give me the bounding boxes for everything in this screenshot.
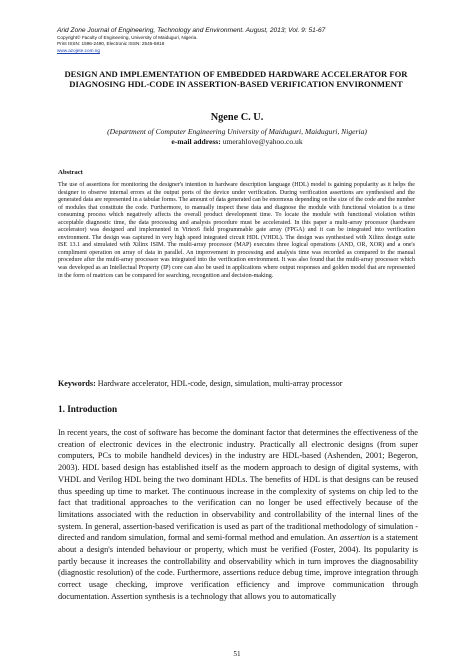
keywords-line — [58, 379, 418, 388]
page-number: 51 — [233, 650, 241, 658]
intro-text-part2: is a statement about a design's intended behaviour or property, which must be verified (Foster, 2004). Its popularity is partly because it increases the controllability and observability which in turn improves the diagnosability (diagnostic resolution) of the code. Furthermore, assertions reduce debug time, improve integration through correct usage checking, improve verification efficiency and improve communication through documentation. Assertion synthesis is a technology that allows you to automatically — [58, 533, 418, 601]
author-email — [0, 137, 474, 146]
paper-title: DESIGN AND IMPLEMENTATION OF EMBEDDED HARDWARE ACCELERATOR FOR DIAGNOSING HDL-CODE IN ASSERTION-BASED VERIFICATION ENVIRONMENT — [64, 69, 408, 90]
issn-line: Print ISSN: 1596-2490, Electronic ISSN: 2545-5818 — [57, 41, 165, 47]
abstract-heading: Abstract — [58, 169, 83, 176]
keywords-text: Hardware accelerator, HDL-code, design, simulation, multi-array processor — [97, 379, 343, 388]
copyright-line: Copyright© Faculty of Engineering, University of Maiduguri, Nigeria. — [57, 35, 198, 41]
abstract-body: The use of assertions for monitoring the designer's intention in hardware description language (HDL) model is gaining popularity as it helps the designer to observe internal errors at the output ports of the device under verification. During verification assertions are synthesised and the generated data are represented in a tabular forms. The amount of data generated can be enormous depending on the size of the code and the number of modules that constitute the code. Furthermore, to manually inspect these data and diagnose the module with functional violation is a time consuming process which negatively affects the overall product development time. To locate the module with functional violation within acceptable diagnostic time, the data processing and analysis procedure must be accelerated. In this paper a multi-array processor (hardware accelerator) was designed and implemented in Virtex6 field programmable gate array (FPGA) and it can be integrated into verification environment. The design was captured in very high speed integrated circuit HDL (VHDL). The design was synthesised with Xilinx design suite ISE 13.1 and simulated with Xilinx ISIM. The multi-array processor (MAP) executes three logical operations (AND, OR, XOR) and a one's compliment operation on array of data in parallel. An improvement in processing and analysis time was recorded as compared to the manual procedure after the multi-array processor was integrated into the verification environment. It was also found that the multi-array processor which was developed as an Intellectual Property (IP) core can also be used in applications where output responses and golden model that are represented in the form of matrices can be compared for searching, recognition and decision-making. — [58, 182, 415, 279]
keywords-label: Keywords: — [58, 379, 96, 388]
author-name: Ngene C. U. — [210, 112, 264, 123]
intro-text-part1: In recent years, the cost of software has become the dominant factor that determines the effectiveness of the creation of electronic devices in the electronic industry. Practically all electronic designs (from super computers, PCs to mobile handheld devices) in the industry are HDL-based (Ashenden, 2001; Begeron, 2003). HDL based design has established itself as the modern approach to design of digital systems, with VHDL and Verilog HDL being the two dominant HDLs. The benefits of HDL is that designs can be reused thus speeding up time to market. The continuous increase in the complexity of systems on chip led to the fact that traditional approaches to the verification can no longer be used effectively because of the limitations associated with the reduction in observability and controllability of the internal lines of the system. In general, assertion-based verification is used as part of the traditional methodology of simulation -directed and random simulation, formal and semi-formal method and emulation. An — [58, 428, 418, 543]
journal-citation: Arid Zone Journal of Engineering, Technology and Environment. August, 2013; Vol. 9: 51-67 — [57, 27, 326, 34]
email-value: umerahlove@yahoo.co.uk — [222, 137, 303, 146]
author-affiliation: (Department of Computer Engineering University of Maiduguri, Maiduguri, Nigeria) — [107, 127, 367, 136]
journal-header — [57, 27, 325, 54]
intro-emphasis: assertion — [339, 533, 371, 543]
introduction-paragraph — [58, 427, 418, 603]
email-label: e-mail address: — [171, 137, 221, 146]
section-heading-introduction: 1. Introduction — [58, 404, 118, 414]
website-link[interactable]: www.azojete.com.ng — [57, 47, 100, 53]
